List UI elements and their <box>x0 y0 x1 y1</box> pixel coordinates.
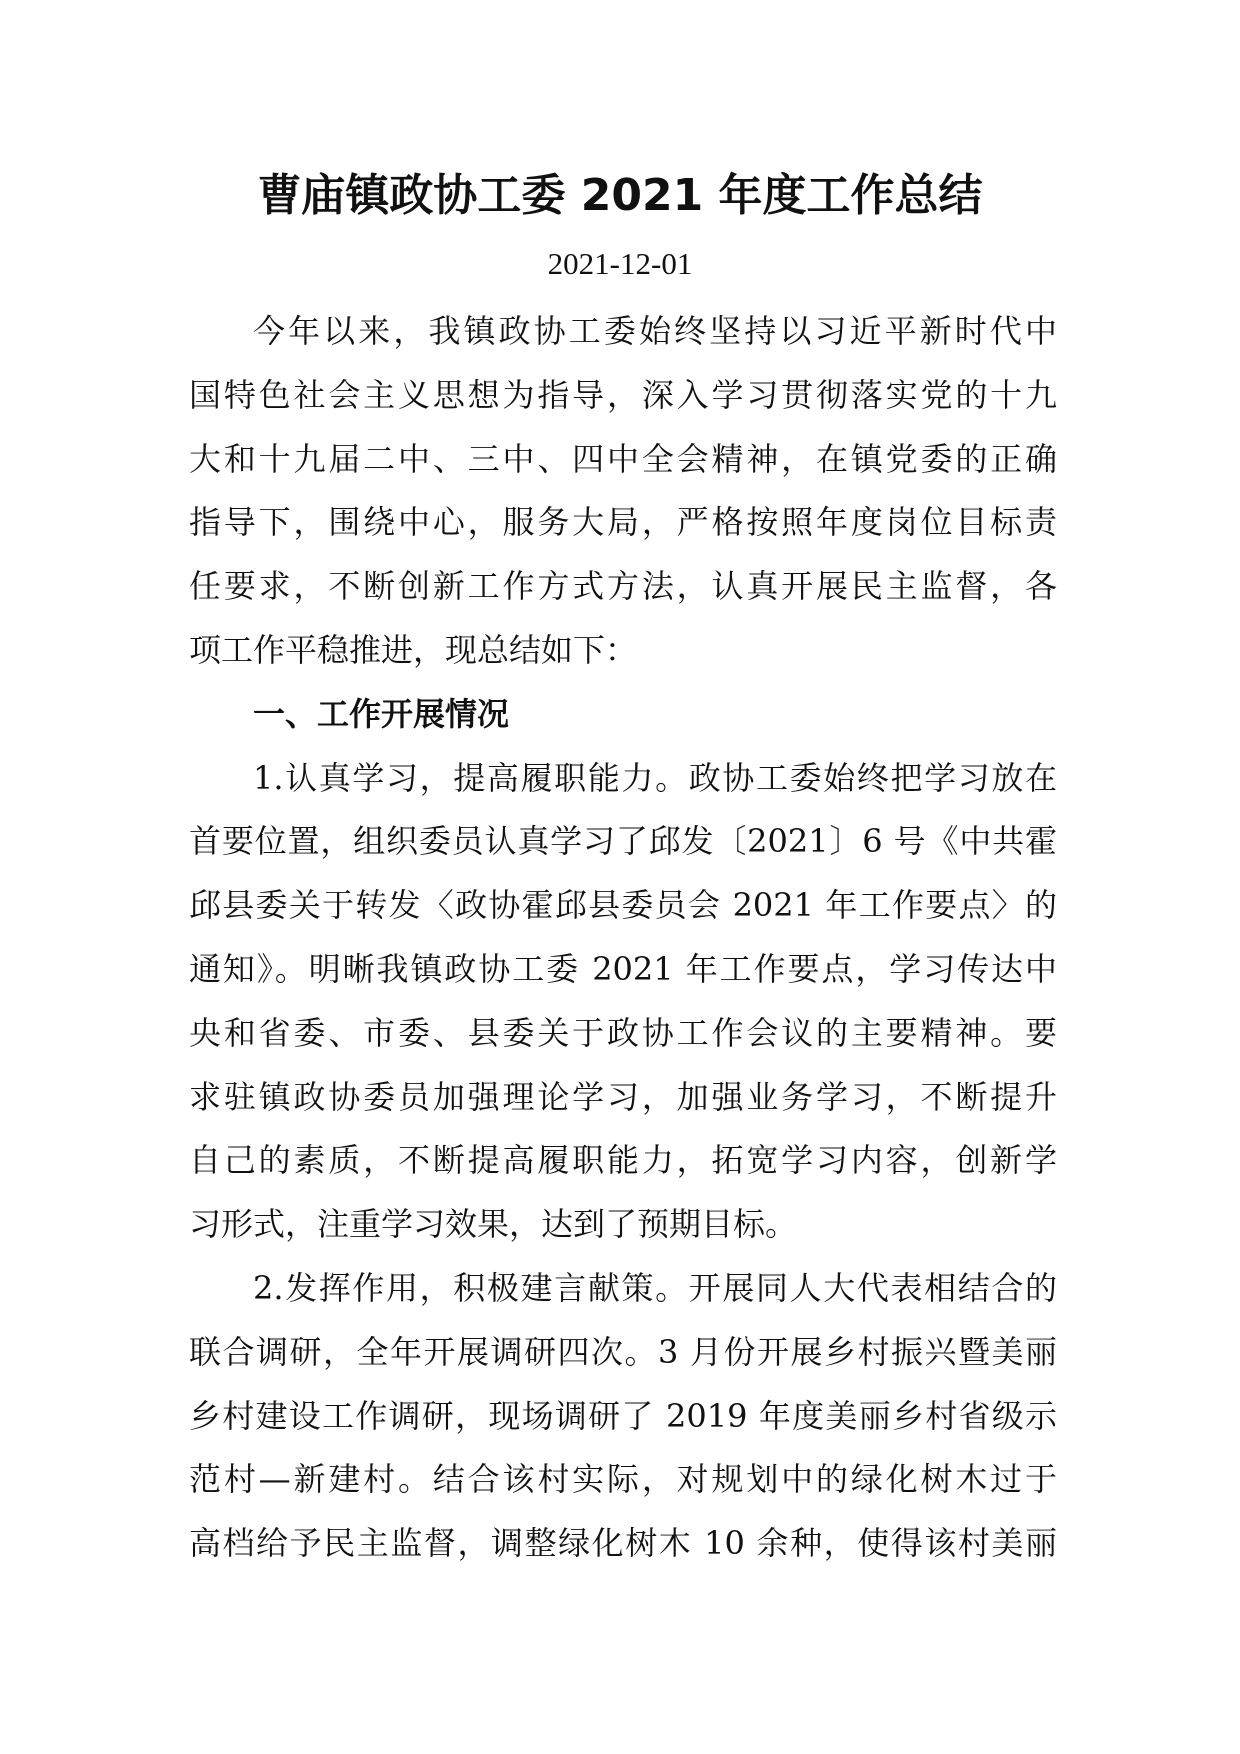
paragraph-line: 首要位置，组织委员认真学习了邱发〔2021〕6 号《中共霍 <box>189 822 1057 861</box>
paragraph-line: 邱县委关于转发〈政协霍邱县委员会 2021 年工作要点〉的 <box>189 886 1057 925</box>
document-title: 曹庙镇政协工委 2021 年度工作总结 <box>257 170 983 221</box>
paragraph-line: 1.认真学习，提高履职能力。政协工委始终把学习放在 <box>253 758 1057 797</box>
paragraph-line: 通知》。明晰我镇政协工委 2021 年工作要点，学习传达中 <box>189 949 1057 988</box>
paragraph-line: 今年以来，我镇政协工委始终坚持以习近平新时代中 <box>253 312 1057 350</box>
document-body <box>189 300 1057 1576</box>
paragraph-line: 任要求，不断创新工作方式方法，认真开展民主监督，各 <box>189 567 1057 606</box>
section-heading: 一、工作开展情况 <box>253 694 510 733</box>
paragraph-line: 央和省委、市委、县委关于政协工作会议的主要精神。要 <box>189 1013 1057 1052</box>
paragraph-line: 高档给予民主监督，调整绿化树木 10 余种，使得该村美丽 <box>189 1524 1057 1563</box>
paragraph-line: 求驻镇政协委员加强理论学习，加强业务学习，不断提升 <box>189 1077 1057 1116</box>
paragraph-line: 国特色社会主义思想为指导，深入学习贯彻落实党的十九 <box>189 375 1057 414</box>
paragraph-line: 习形式，注重学习效果，达到了预期目标。 <box>189 1205 798 1244</box>
paragraph-line: 指导下，围绕中心，服务大局，严格按照年度岗位目标责 <box>189 503 1057 542</box>
paragraph-line: 项工作平稳推进，现总结如下： <box>189 630 638 669</box>
paragraph-line: 联合调研，全年开展调研四次。3 月份开展乡村振兴暨美丽 <box>189 1332 1057 1371</box>
paragraph-line: 自己的素质，不断提高履职能力，拓宽学习内容，创新学 <box>189 1141 1057 1180</box>
document-date: 2021-12-01 <box>547 246 693 281</box>
paragraph-line: 大和十九届二中、三中、四中全会精神，在镇党委的正确 <box>189 439 1057 478</box>
paragraph-line: 2.发挥作用，积极建言献策。开展同人大代表相结合的 <box>253 1268 1057 1307</box>
paragraph-line: 范村—新建村。结合该村实际，对规划中的绿化树木过于 <box>189 1460 1057 1499</box>
paragraph-line: 乡村建设工作调研，现场调研了 2019 年度美丽乡村省级示 <box>189 1396 1057 1435</box>
